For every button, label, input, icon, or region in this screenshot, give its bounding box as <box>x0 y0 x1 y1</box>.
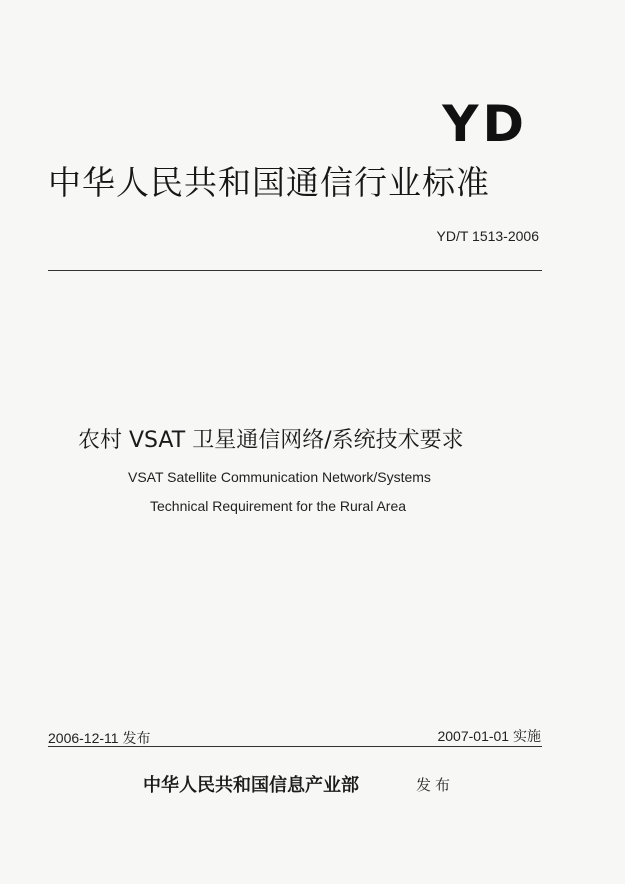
top-divider <box>48 270 542 271</box>
standard-number: YD/T 1513-2006 <box>436 228 539 244</box>
publisher-name: 中华人民共和国信息产业部 <box>143 775 359 796</box>
document-title-english-line1: VSAT Satellite Communication Network/Systems <box>128 469 431 485</box>
document-title-chinese: 农村 VSAT 卫星通信网络/系统技术要求 <box>78 428 464 453</box>
bottom-divider <box>48 746 542 747</box>
issue-date: 2006-12-11 发布 <box>48 730 151 746</box>
publisher-action: 发布 <box>416 776 455 794</box>
standard-title: 中华人民共和国通信行业标准 <box>48 163 490 202</box>
yd-logo: YD <box>442 95 528 153</box>
document-title-english-line2: Technical Requirement for the Rural Area <box>150 498 407 514</box>
implementation-date: 2007-01-01 实施 <box>437 728 541 744</box>
